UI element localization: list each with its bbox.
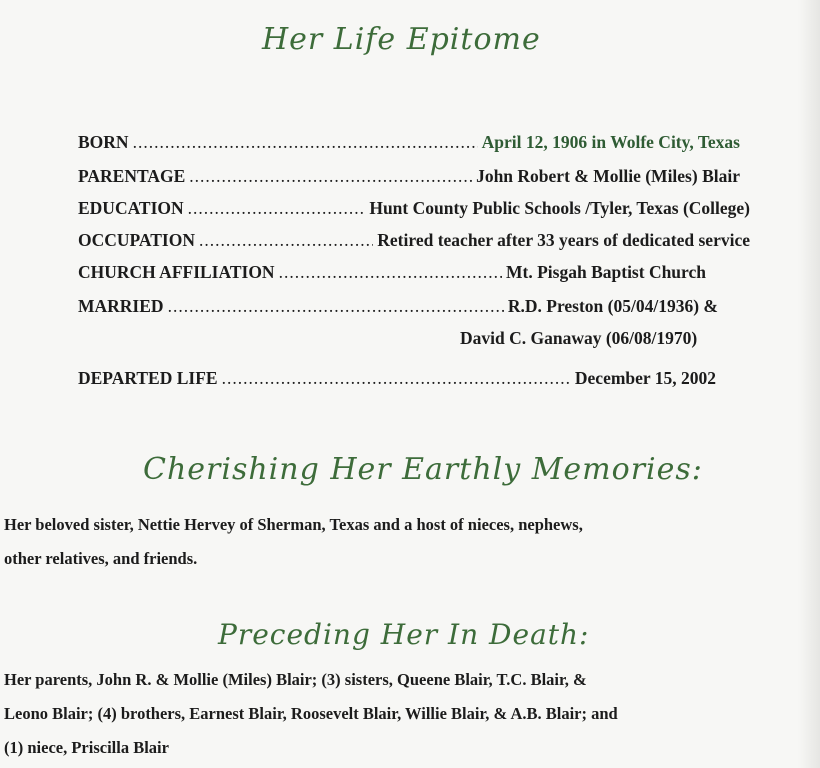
married-value-second: David C. Ganaway (06/08/1970) <box>460 328 698 348</box>
born-value: April 12, 1906 in Wolfe City, Texas <box>481 132 740 152</box>
dot-leader <box>189 166 472 187</box>
church-value: Mt. Pisgah Baptist Church <box>506 262 706 282</box>
education-value: Hunt County Public Schools /Tyler, Texas (College) <box>369 198 750 218</box>
parentage-label: PARENTAGE <box>78 166 186 186</box>
page-edge-shadow <box>798 0 820 768</box>
parentage-row <box>78 166 740 187</box>
married-value: R.D. Preston (05/04/1936) & <box>507 296 718 316</box>
departed-row <box>78 368 716 389</box>
education-row <box>78 198 750 219</box>
born-label: BORN <box>78 132 129 152</box>
dot-leader <box>199 230 373 251</box>
dot-leader <box>222 368 571 389</box>
cherishing-line: Her beloved sister, Nettie Hervey of Sherman, Texas and a host of nieces, nephews, <box>4 515 583 534</box>
departed-value: December 15, 2002 <box>574 368 716 388</box>
married-label: MARRIED <box>78 296 164 316</box>
occupation-label: OCCUPATION <box>78 230 195 250</box>
cherishing-line: other relatives, and friends. <box>4 549 198 568</box>
preceding-line: Leono Blair; (4) brothers, Earnest Blair, Roosevelt Blair, Willie Blair, & A.B. Blair; and <box>4 704 618 723</box>
parentage-value: John Robert & Mollie (Miles) Blair <box>476 166 740 186</box>
dot-leader <box>188 198 366 219</box>
born-row <box>78 132 740 153</box>
occupation-row <box>78 230 750 251</box>
preceding-paragraph <box>4 663 794 765</box>
occupation-value: Retired teacher after 33 years of dedicated service <box>377 230 750 250</box>
education-label: EDUCATION <box>78 198 184 218</box>
married-row <box>78 296 718 317</box>
church-label: CHURCH AFFILIATION <box>78 262 275 282</box>
church-row <box>78 262 706 283</box>
dot-leader <box>168 296 504 317</box>
dot-leader <box>279 262 502 283</box>
cherishing-heading: Cherishing Her Earthly Memories: <box>143 452 703 487</box>
preceding-heading: Preceding Her In Death: <box>218 618 590 651</box>
preceding-line: (1) niece, Priscilla Blair <box>4 738 169 757</box>
preceding-line: Her parents, John R. & Mollie (Miles) Blair; (3) sisters, Queene Blair, T.C. Blair, & <box>4 670 587 689</box>
departed-label: DEPARTED LIFE <box>78 368 218 388</box>
page-title: Her Life Epitome <box>262 22 541 57</box>
cherishing-paragraph <box>4 508 794 576</box>
dot-leader <box>133 132 478 153</box>
